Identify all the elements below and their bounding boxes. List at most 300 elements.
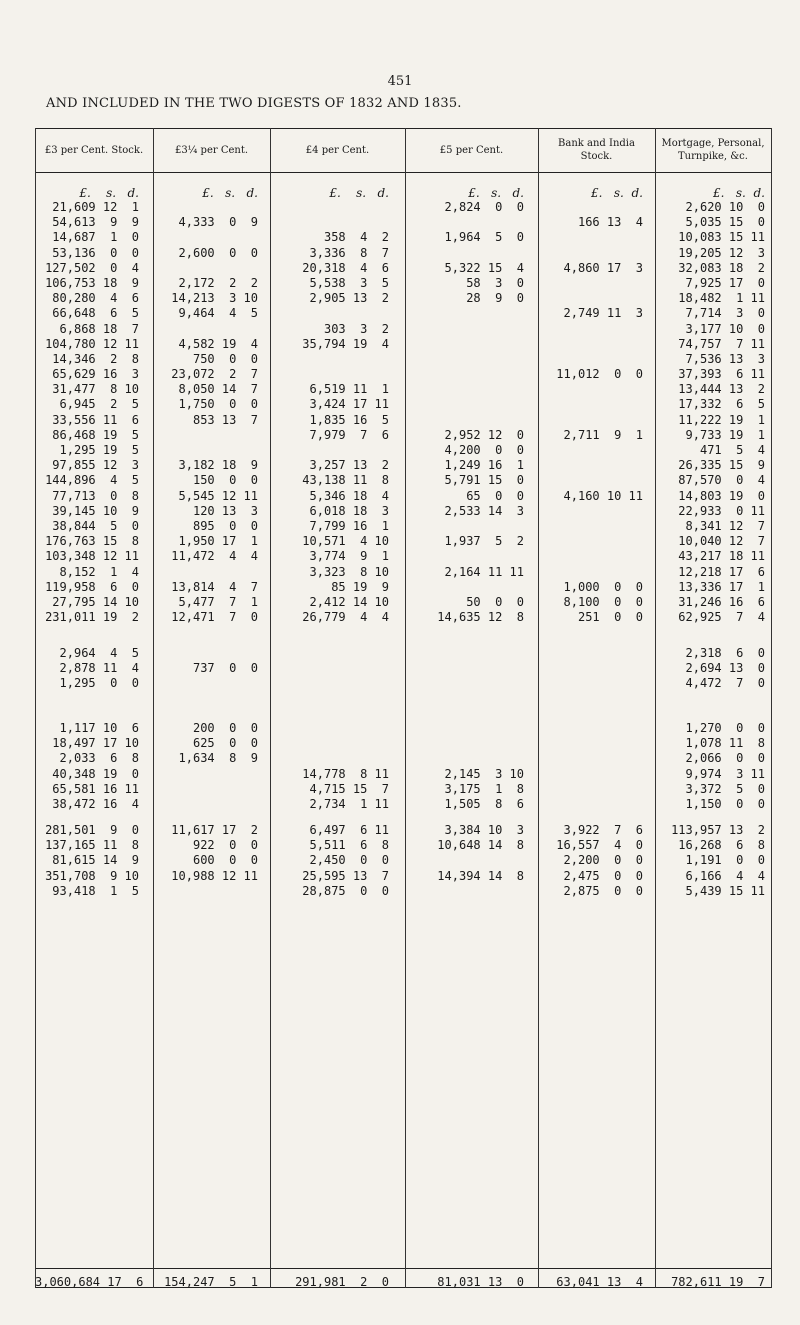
table-cell [405, 549, 524, 564]
table-cell [538, 458, 643, 473]
table-cell [270, 200, 389, 215]
table-cell [538, 337, 643, 352]
table-cell [538, 276, 643, 291]
table-cell: 1,249 16 1 [444, 458, 524, 473]
table-cell: 251 0 0 [577, 610, 643, 625]
table-cell: 10,571 4 10 [302, 534, 389, 549]
table-cell: 2,905 13 2 [309, 291, 389, 306]
table-cell: 8,100 0 0 [563, 594, 643, 609]
table-cell: 6,166 4 4 [685, 868, 765, 883]
table-cell [405, 519, 524, 534]
table-cell: 1,150 0 0 [685, 796, 765, 811]
table-cell [538, 413, 643, 428]
row-group [270, 823, 389, 899]
table-cell [405, 352, 524, 367]
table-cell: 3,384 10 3 [444, 823, 524, 837]
table-cell: 6,868 18 7 [59, 321, 139, 336]
table-cell: 26,779 4 4 [302, 610, 389, 625]
table-cell: 39,145 10 9 [52, 503, 139, 518]
table-cell: 65,581 16 11 [52, 781, 139, 796]
table-cell: 8,152 1 4 [59, 564, 139, 579]
table-cell [405, 736, 524, 751]
table-cell [270, 751, 389, 766]
table-cell [153, 200, 258, 215]
table-cell [538, 565, 643, 580]
units-label: £. s. d. [79, 186, 139, 200]
table-cell: 281,501 9 0 [45, 823, 139, 837]
table-cell: 13,444 13 2 [678, 382, 765, 397]
table-cell: 6,018 18 3 [309, 503, 389, 518]
column-header: £4 per Cent. [305, 144, 370, 156]
table-cell [538, 676, 643, 691]
table-cell: 9,733 19 1 [685, 427, 765, 442]
table-cell: 2,600 0 0 [178, 245, 258, 260]
table-cell: 8,050 14 7 [178, 382, 258, 397]
row-group [655, 721, 765, 812]
table-cell: 113,957 13 2 [671, 823, 765, 837]
row-group [538, 721, 643, 812]
table-cell [405, 580, 524, 595]
table-cell: 176,763 15 8 [45, 534, 139, 549]
table-cell [405, 721, 524, 736]
table-cell [153, 797, 258, 812]
column-header: £3¼ per Cent. [174, 144, 249, 156]
table-cell: 80,280 4 6 [52, 291, 139, 306]
table-cell: 19,205 12 3 [678, 245, 765, 260]
table-cell: 3,323 8 10 [309, 564, 389, 579]
table-cell: 6,945 2 5 [59, 397, 139, 412]
table-cell [405, 676, 524, 691]
table-cell [538, 246, 643, 261]
table-cell [153, 428, 258, 443]
table-cell: 14,394 14 8 [437, 868, 524, 883]
table-cell [153, 676, 258, 691]
units-label: £. s. d. [591, 186, 643, 200]
row-group [655, 823, 765, 899]
table-cell: 43,138 11 8 [302, 473, 389, 488]
table-cell: 120 13 3 [192, 503, 258, 518]
table-cell: 5,511 6 8 [309, 838, 389, 853]
table-cell [270, 721, 389, 736]
table-cell: 12,218 17 6 [678, 564, 765, 579]
table-cell [538, 661, 643, 676]
table-cell: 3,424 17 11 [309, 397, 389, 412]
table-cell: 14,635 12 8 [437, 610, 524, 625]
table-cell: 1,634 8 9 [178, 751, 258, 766]
table-cell: 87,570 0 4 [678, 473, 765, 488]
table-cell [153, 261, 258, 276]
units-label: £. s. d. [202, 186, 258, 200]
header-rule [35, 172, 772, 173]
table-cell: 3,336 8 7 [309, 245, 389, 260]
table-cell: 625 0 0 [192, 736, 258, 751]
table-cell: 33,556 11 6 [52, 412, 139, 427]
table-cell: 17,332 6 5 [678, 397, 765, 412]
table-cell [405, 382, 524, 397]
table-cell: 66,648 6 5 [52, 306, 139, 321]
row-group [153, 823, 258, 899]
row-group [270, 721, 389, 812]
table-cell: 4,715 15 7 [309, 781, 389, 796]
table-cell [538, 200, 643, 215]
row-group [153, 646, 258, 692]
table-cell: 2,033 6 8 [59, 751, 139, 766]
row-group [35, 200, 139, 625]
table-cell: 2,172 2 2 [178, 275, 258, 290]
table-cell: 3,922 7 6 [563, 823, 643, 837]
table-cell: 737 0 0 [192, 661, 258, 676]
table-cell: 20,318 4 6 [302, 260, 389, 275]
table-cell [405, 337, 524, 352]
table-cell [270, 215, 389, 230]
row-group [538, 200, 643, 625]
table-cell: 3,257 13 2 [309, 458, 389, 473]
table-cell: 2,533 14 3 [444, 503, 524, 518]
table-cell: 4,333 0 9 [178, 215, 258, 230]
table-cell [153, 782, 258, 797]
table-cell: 22,933 0 11 [678, 503, 765, 518]
table-cell: 1,835 16 5 [309, 412, 389, 427]
table-cell [405, 322, 524, 337]
table-cell [153, 565, 258, 580]
units-label: £. s. d. [468, 186, 524, 200]
table-cell: 14,778 8 11 [302, 766, 389, 781]
table-cell: 97,855 12 3 [52, 458, 139, 473]
table-cell: 62,925 7 4 [678, 610, 765, 625]
column-total: 782,611 19 7 [671, 1275, 765, 1289]
table-cell: 2,318 6 0 [685, 646, 765, 660]
table-cell [538, 751, 643, 766]
table-cell: 25,595 13 7 [302, 868, 389, 883]
table-cell: 13,814 4 7 [171, 579, 258, 594]
table-cell: 1,950 17 1 [178, 534, 258, 549]
table-cell [538, 782, 643, 797]
table-cell [405, 751, 524, 766]
table-cell: 14,803 19 0 [678, 488, 765, 503]
table-cell: 166 13 4 [577, 215, 643, 230]
row-group [538, 646, 643, 692]
table-cell [538, 519, 643, 534]
table-cell: 77,713 0 8 [52, 488, 139, 503]
table-cell [538, 230, 643, 245]
table-cell [538, 797, 643, 812]
table-cell: 150 0 0 [192, 473, 258, 488]
row-group [35, 721, 139, 812]
table-cell: 2,066 0 0 [685, 751, 765, 766]
table-cell: 471 5 4 [699, 443, 765, 457]
table-cell: 10,040 12 7 [678, 534, 765, 549]
table-cell: 5,322 15 4 [444, 260, 524, 275]
table-cell: 5,346 18 4 [309, 488, 389, 503]
table-cell: 127,502 0 4 [45, 260, 139, 275]
table-cell: 10,648 14 8 [437, 838, 524, 853]
total-rule [35, 1268, 772, 1269]
table-cell: 14,213 3 10 [171, 291, 258, 306]
column-header: Bank and India Stock. [558, 138, 635, 162]
table-cell [270, 443, 389, 458]
table-cell: 38,844 5 0 [52, 518, 139, 533]
table-cell: 2,964 4 5 [59, 646, 139, 660]
table-cell: 93,418 1 5 [52, 883, 139, 898]
row-group [35, 646, 139, 692]
table-cell: 40,348 19 0 [52, 766, 139, 781]
table-cell: 53,136 0 0 [52, 245, 139, 260]
page-heading: AND INCLUDED IN THE TWO DIGESTS OF 1832 AND 1835. [46, 96, 462, 111]
table-cell: 106,753 18 9 [45, 275, 139, 290]
table-cell: 7,925 17 0 [685, 275, 765, 290]
table-cell: 13,336 17 1 [678, 579, 765, 594]
table-cell [405, 306, 524, 321]
row-group [655, 646, 765, 692]
table-cell: 65 0 0 [466, 488, 524, 503]
table-cell: 3,177 10 0 [685, 321, 765, 336]
stock-table [35, 128, 772, 1288]
table-cell: 7,714 3 0 [685, 306, 765, 321]
table-cell: 2,450 0 0 [309, 853, 389, 868]
table-cell: 1,505 8 6 [444, 796, 524, 811]
table-cell: 1,964 5 0 [444, 230, 524, 245]
table-cell: 11,012 0 0 [556, 367, 643, 382]
row-group [538, 823, 643, 899]
table-cell: 5,538 3 5 [309, 275, 389, 290]
table-cell: 16,268 6 8 [678, 838, 765, 853]
table-cell: 2,952 12 0 [444, 427, 524, 442]
table-cell: 2,875 0 0 [563, 883, 643, 898]
table-cell: 23,072 2 7 [171, 367, 258, 382]
table-cell: 28 9 0 [466, 291, 524, 306]
table-cell: 14,346 2 8 [52, 351, 139, 366]
table-cell: 14,687 1 0 [52, 230, 139, 245]
units-label: £. s. d. [713, 186, 765, 200]
column-divider [771, 128, 772, 1288]
table-cell: 1,191 0 0 [685, 853, 765, 868]
table-cell [538, 646, 643, 661]
table-cell: 74,757 7 11 [678, 336, 765, 351]
table-cell: 2,475 0 0 [563, 868, 643, 883]
table-cell: 750 0 0 [192, 351, 258, 366]
table-cell: 4,472 7 0 [685, 676, 765, 691]
table-cell [538, 767, 643, 782]
table-cell: 7,979 7 6 [309, 427, 389, 442]
table-cell: 3,182 18 9 [178, 458, 258, 473]
table-cell [270, 661, 389, 676]
table-cell: 2,711 9 1 [563, 427, 643, 442]
table-cell: 81,615 14 9 [52, 853, 139, 868]
table-cell [538, 549, 643, 564]
table-cell: 9,464 4 5 [178, 306, 258, 321]
table-cell: 4,582 19 4 [178, 336, 258, 351]
table-cell: 137,165 11 8 [45, 838, 139, 853]
table-cell: 2,824 0 0 [444, 200, 524, 214]
table-cell [405, 246, 524, 261]
row-group [405, 823, 524, 899]
table-cell [270, 306, 389, 321]
table-cell [405, 853, 524, 868]
table-cell: 2,620 10 0 [685, 200, 765, 214]
table-cell: 4,160 10 11 [563, 488, 643, 503]
table-cell: 351,708 9 10 [45, 868, 139, 883]
table-cell: 11,222 19 1 [678, 412, 765, 427]
table-cell: 6,497 6 11 [309, 823, 389, 837]
table-cell: 1,295 0 0 [59, 676, 139, 691]
table-cell: 2,749 11 3 [563, 306, 643, 321]
table-cell: 43,217 18 11 [678, 549, 765, 564]
table-cell: 1,937 5 2 [444, 534, 524, 549]
table-cell: 18,482 1 11 [678, 291, 765, 306]
table-cell: 5,477 7 1 [178, 594, 258, 609]
table-cell [405, 215, 524, 230]
table-cell: 2,734 1 11 [309, 796, 389, 811]
table-cell: 6,519 11 1 [309, 382, 389, 397]
table-cell: 18,497 17 10 [52, 736, 139, 751]
table-cell: 12,471 7 0 [171, 610, 258, 625]
table-cell: 28,875 0 0 [302, 883, 389, 898]
table-cell: 358 4 2 [323, 230, 389, 245]
table-cell: 5,545 12 11 [178, 488, 258, 503]
table-cell: 38,472 16 4 [52, 796, 139, 811]
table-cell [538, 382, 643, 397]
table-cell: 21,609 12 1 [52, 200, 139, 214]
row-group [405, 200, 524, 625]
table-cell: 11,472 4 4 [171, 549, 258, 564]
table-cell [153, 646, 258, 661]
table-cell [405, 661, 524, 676]
column-total: 81,031 13 0 [437, 1275, 524, 1289]
table-cell: 4,200 0 0 [444, 443, 524, 457]
table-cell: 2,145 3 10 [444, 766, 524, 781]
table-cell: 5,035 15 0 [685, 215, 765, 230]
table-cell: 1,078 11 8 [685, 736, 765, 751]
table-cell [538, 397, 643, 412]
table-cell: 600 0 0 [192, 853, 258, 868]
table-cell: 85 19 9 [331, 579, 389, 594]
column-header: £5 per Cent. [439, 144, 504, 156]
table-cell [538, 291, 643, 306]
row-group [270, 646, 389, 692]
table-cell [153, 230, 258, 245]
row-group [153, 721, 258, 812]
table-cell: 65,629 16 3 [52, 367, 139, 382]
table-cell [153, 767, 258, 782]
table-cell: 1,117 10 6 [59, 721, 139, 735]
table-cell: 32,083 18 2 [678, 260, 765, 275]
table-cell [405, 413, 524, 428]
table-cell: 853 13 7 [192, 412, 258, 427]
page-number: 451 [387, 74, 413, 89]
table-cell: 303 3 2 [323, 321, 389, 336]
row-group [405, 721, 524, 812]
table-cell: 1,750 0 0 [178, 397, 258, 412]
table-cell [538, 443, 643, 458]
table-cell: 86,468 19 5 [52, 427, 139, 442]
table-cell: 2,694 13 0 [685, 661, 765, 676]
table-cell: 37,393 6 11 [678, 367, 765, 382]
table-cell: 922 0 0 [192, 838, 258, 853]
table-cell: 16,557 4 0 [556, 838, 643, 853]
table-cell: 2,164 11 11 [444, 564, 524, 579]
table-cell [538, 721, 643, 736]
row-group [35, 823, 139, 899]
table-cell: 2,412 14 10 [309, 594, 389, 609]
table-cell: 1,000 0 0 [563, 579, 643, 594]
table-cell: 5,439 15 11 [685, 883, 765, 898]
table-cell: 1,270 0 0 [685, 721, 765, 735]
table-cell [538, 322, 643, 337]
table-cell: 144,896 4 5 [45, 473, 139, 488]
table-cell: 31,477 8 10 [52, 382, 139, 397]
table-cell [538, 473, 643, 488]
table-cell: 200 0 0 [192, 721, 258, 735]
table-cell: 4,860 17 3 [563, 260, 643, 275]
table-cell [405, 397, 524, 412]
table-cell [270, 367, 389, 382]
table-cell [270, 676, 389, 691]
table-cell [405, 884, 524, 899]
table-cell: 5,791 15 0 [444, 473, 524, 488]
table-cell: 2,200 0 0 [563, 853, 643, 868]
table-cell: 54,613 9 9 [52, 215, 139, 230]
table-cell: 31,246 16 6 [678, 594, 765, 609]
column-header: Mortgage, Personal, Turnpike, &c. [661, 138, 765, 162]
table-cell: 26,335 15 9 [678, 458, 765, 473]
table-cell [270, 736, 389, 751]
table-cell: 895 0 0 [192, 518, 258, 533]
table-cell: 10,083 15 11 [678, 230, 765, 245]
row-group [405, 646, 524, 692]
row-group [270, 200, 389, 625]
table-cell: 103,348 12 11 [45, 549, 139, 564]
table-cell: 35,794 19 4 [302, 336, 389, 351]
row-group [153, 200, 258, 625]
table-cell: 2,878 11 4 [59, 661, 139, 676]
column-header: £3 per Cent. Stock. [44, 144, 144, 156]
table-cell: 50 0 0 [466, 594, 524, 609]
table-cell: 11,617 17 2 [171, 823, 258, 837]
table-cell [153, 443, 258, 458]
table-cell: 27,795 14 10 [52, 594, 139, 609]
table-cell: 8,341 12 7 [685, 518, 765, 533]
table-cell: 58 3 0 [466, 275, 524, 290]
table-cell [538, 352, 643, 367]
table-cell [153, 322, 258, 337]
table-cell: 7,799 16 1 [309, 518, 389, 533]
table-cell: 104,780 12 11 [45, 336, 139, 351]
column-total: 291,981 2 0 [295, 1275, 389, 1289]
table-cell: 231,011 19 2 [45, 610, 139, 625]
column-total: 63,041 13 4 [556, 1275, 643, 1289]
table-cell [270, 646, 389, 661]
table-cell: 10,988 12 11 [171, 868, 258, 883]
table-cell [538, 534, 643, 549]
table-cell: 9,974 3 11 [685, 766, 765, 781]
column-total: 154,247 5 1 [164, 1275, 258, 1289]
table-cell: 3,774 9 1 [309, 549, 389, 564]
units-label: £. s. d. [329, 186, 389, 200]
table-cell: 3,175 1 8 [444, 781, 524, 796]
column-total: 3,060,684 17 6 [35, 1275, 144, 1289]
table-cell [538, 504, 643, 519]
table-cell: 7,536 13 3 [685, 351, 765, 366]
table-cell [405, 367, 524, 382]
table-cell [153, 884, 258, 899]
table-cell [270, 352, 389, 367]
table-cell: 3,372 5 0 [685, 781, 765, 796]
table-cell [538, 736, 643, 751]
table-cell: 119,958 6 0 [45, 579, 139, 594]
table-cell: 1,295 19 5 [59, 443, 139, 457]
table-cell [405, 646, 524, 661]
row-group [655, 200, 765, 625]
